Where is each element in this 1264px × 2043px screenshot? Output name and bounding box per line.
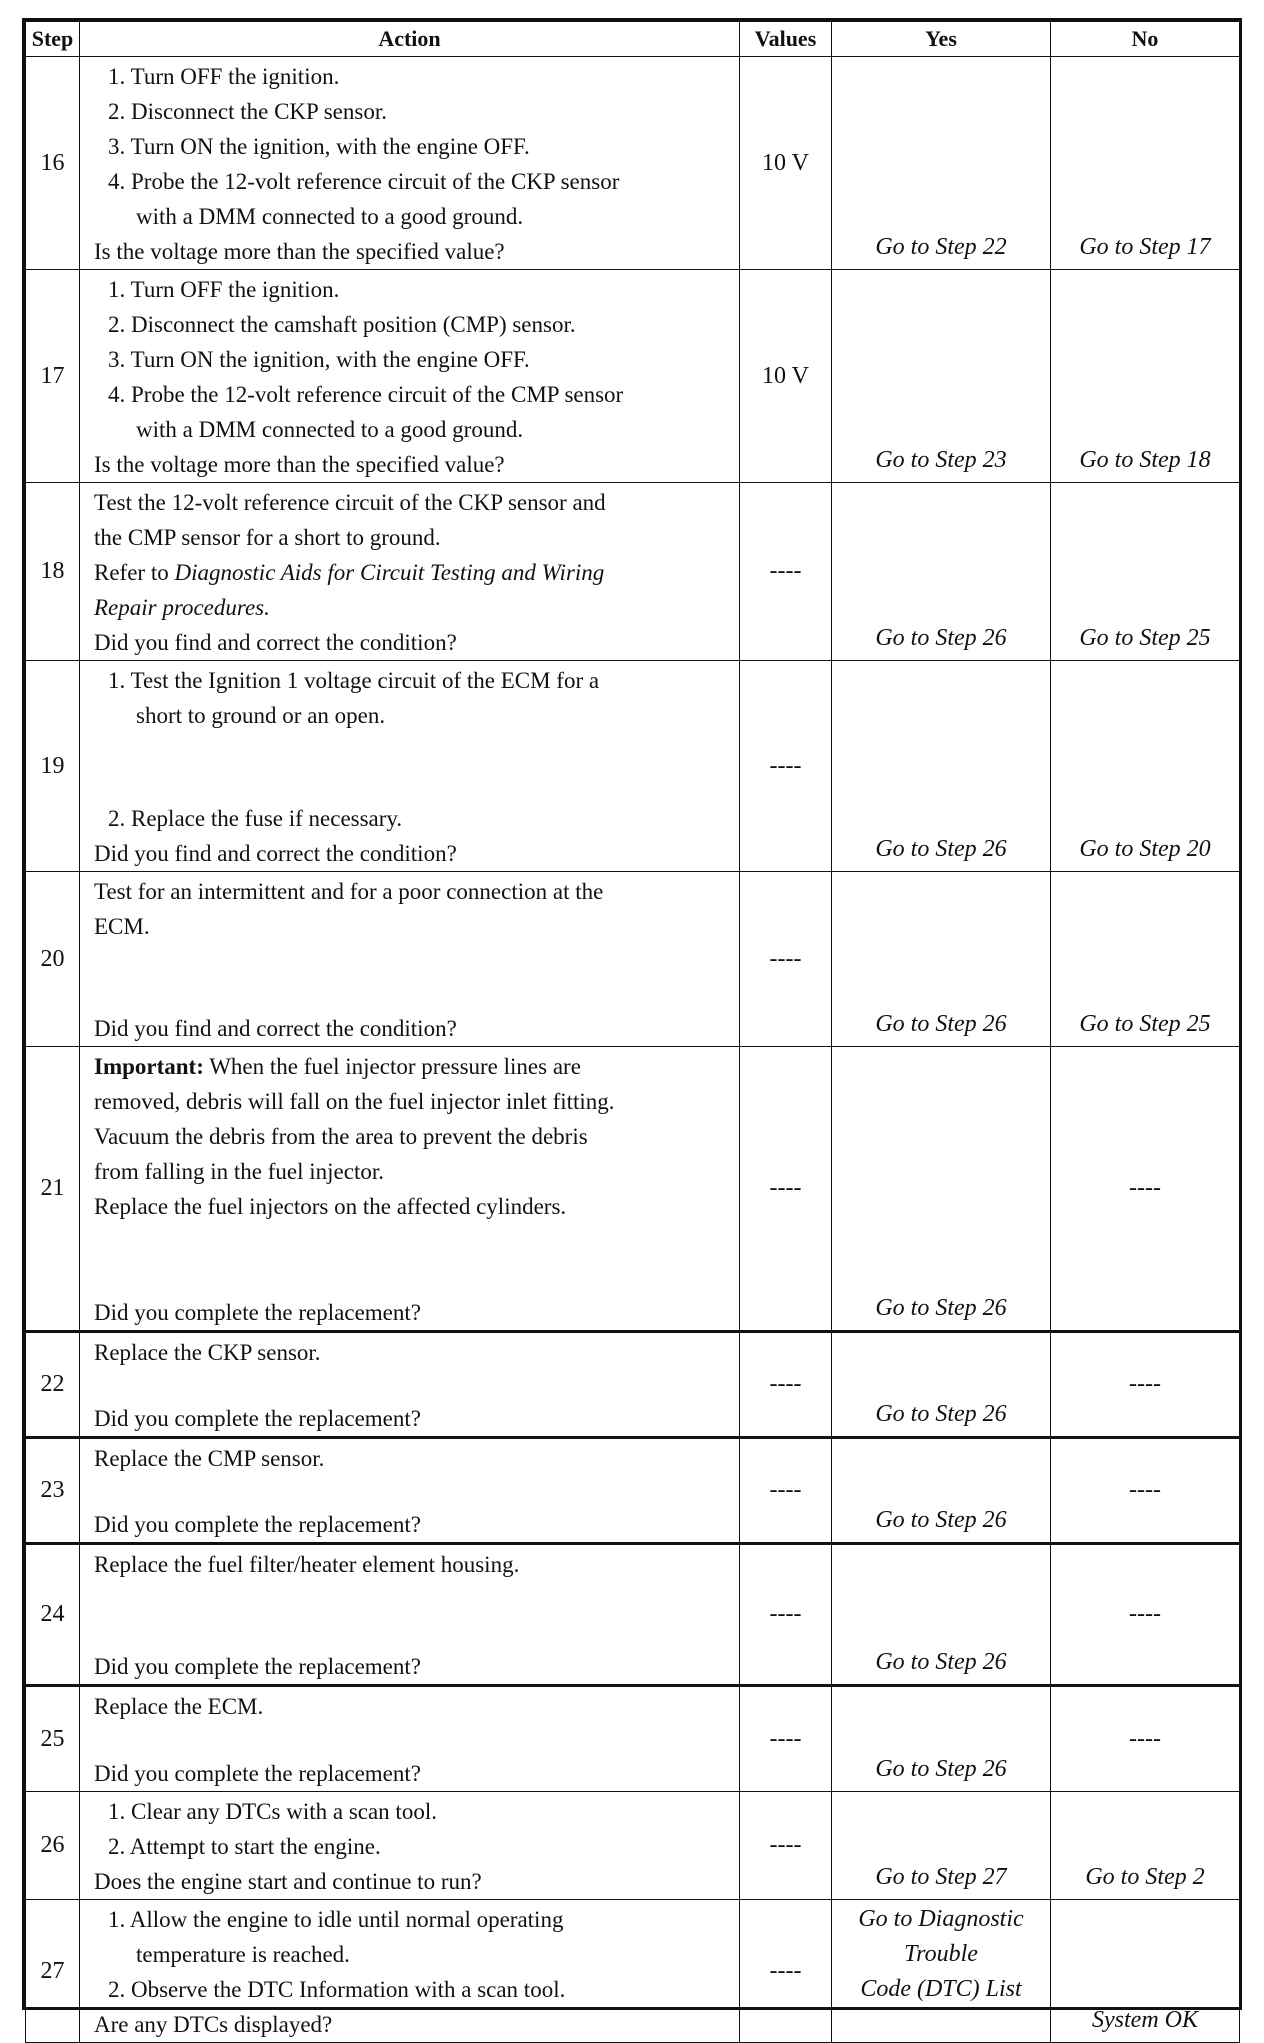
action-item: 4. Probe the 12-volt reference circuit of the CKP sensor xyxy=(108,169,620,194)
refer-link-text: Diagnostic Aids for Circuit Testing and Wiring xyxy=(174,560,605,585)
value-cell: ---- xyxy=(740,1438,832,1544)
diagnostic-table-sheet xyxy=(22,18,1242,2037)
action-question: Did you find and correct the condition? xyxy=(94,630,457,655)
action-item-continued: short to ground or an open. xyxy=(136,703,386,728)
step-number: 23 xyxy=(26,1438,80,1544)
no-result: Go to Step 25 xyxy=(1051,483,1240,661)
step-number: 19 xyxy=(26,661,80,872)
action-cell xyxy=(80,1438,740,1544)
header-values: Values xyxy=(740,22,832,57)
action-line: Test the 12-volt reference circuit of the CKP sensor and xyxy=(94,490,606,515)
yes-result-line: Go to Diagnostic xyxy=(858,1906,1024,1932)
yes-result: Go to Step 22 xyxy=(832,57,1051,270)
no-result: ---- xyxy=(1051,1047,1240,1332)
header-action: Action xyxy=(80,22,740,57)
table-row-step-19 xyxy=(26,661,1240,872)
action-cell xyxy=(80,1047,740,1332)
yes-result: Go to Step 26 xyxy=(832,1438,1051,1544)
value-cell: 10 V xyxy=(740,57,832,270)
action-item: 1. Turn OFF the ignition. xyxy=(108,64,340,89)
action-line: removed, debris will fall on the fuel injector inlet fitting. xyxy=(94,1089,615,1114)
table-row-step-17 xyxy=(26,270,1240,483)
table-row-step-25 xyxy=(26,1686,1240,1792)
no-result: ---- xyxy=(1051,1438,1240,1544)
no-result: ---- xyxy=(1051,1544,1240,1686)
no-result: System OK xyxy=(1051,1900,1240,2043)
important-line xyxy=(94,1049,739,1084)
yes-result-line: Trouble xyxy=(904,1941,978,1967)
important-label: Important: xyxy=(94,1054,204,1079)
step-number: 26 xyxy=(26,1792,80,1900)
no-result: ---- xyxy=(1051,1332,1240,1438)
no-result: Go to Step 17 xyxy=(1051,57,1240,270)
action-question: Are any DTCs displayed? xyxy=(94,2012,333,2037)
action-item: 1. Clear any DTCs with a scan tool. xyxy=(108,1799,437,1824)
value-cell: ---- xyxy=(740,1332,832,1438)
value-cell: ---- xyxy=(740,661,832,872)
value-cell: ---- xyxy=(740,1900,832,2043)
action-cell xyxy=(80,872,740,1047)
no-result: ---- xyxy=(1051,1686,1240,1792)
step-number: 20 xyxy=(26,872,80,1047)
action-item-continued: with a DMM connected to a good ground. xyxy=(136,204,524,229)
yes-result: Go to Step 26 xyxy=(832,483,1051,661)
no-result: Go to Step 18 xyxy=(1051,270,1240,483)
action-item: 3. Turn ON the ignition, with the engine OFF. xyxy=(108,134,530,159)
action-question: Did you complete the replacement? xyxy=(94,1654,421,1679)
action-line: from falling in the fuel injector. xyxy=(94,1159,384,1184)
yes-result: Go to Step 26 xyxy=(832,1686,1051,1792)
action-question: Is the voltage more than the specified value? xyxy=(94,239,505,264)
action-line: Replace the CKP sensor. xyxy=(94,1340,321,1365)
step-number: 21 xyxy=(26,1047,80,1332)
action-line: Replace the fuel injectors on the affected cylinders. xyxy=(94,1194,567,1219)
action-item: 3. Turn ON the ignition, with the engine OFF. xyxy=(108,347,530,372)
step-number: 22 xyxy=(26,1332,80,1438)
action-cell xyxy=(80,483,740,661)
action-item: 4. Probe the 12-volt reference circuit of the CMP sensor xyxy=(108,382,624,407)
table-row-step-24 xyxy=(26,1544,1240,1686)
header-row xyxy=(26,22,1240,57)
action-question: Is the voltage more than the specified value? xyxy=(94,452,505,477)
yes-result: Go to Step 26 xyxy=(832,872,1051,1047)
header-step: Step xyxy=(26,22,80,57)
yes-result: Go to Step 26 xyxy=(832,1332,1051,1438)
action-cell xyxy=(80,1332,740,1438)
step-number: 27 xyxy=(26,1900,80,2043)
table-row-step-23 xyxy=(26,1438,1240,1544)
action-cell xyxy=(80,1792,740,1900)
action-question: Did you complete the replacement? xyxy=(94,1406,421,1431)
table-row-step-22 xyxy=(26,1332,1240,1438)
step-number: 25 xyxy=(26,1686,80,1792)
refer-prefix: Refer to xyxy=(94,560,175,585)
action-line: ECM. xyxy=(94,914,150,939)
yes-result: Go to Step 26 xyxy=(832,1544,1051,1686)
action-line: the CMP sensor for a short to ground. xyxy=(94,525,441,550)
action-item: 1. Test the Ignition 1 voltage circuit of the ECM for a xyxy=(108,668,600,693)
yes-result xyxy=(832,1900,1051,2043)
header-yes: Yes xyxy=(832,22,1051,57)
table-row-step-20 xyxy=(26,872,1240,1047)
header-no: No xyxy=(1051,22,1240,57)
action-line: Replace the fuel filter/heater element housing. xyxy=(94,1552,520,1577)
action-cell xyxy=(80,661,740,872)
table-row-step-26 xyxy=(26,1792,1240,1900)
yes-result-line: Code (DTC) List xyxy=(860,1976,1022,2002)
action-item: 2. Observe the DTC Information with a scan tool. xyxy=(108,1977,566,2002)
step-number: 24 xyxy=(26,1544,80,1686)
value-cell: 10 V xyxy=(740,270,832,483)
step-number: 17 xyxy=(26,270,80,483)
step-number: 16 xyxy=(26,57,80,270)
value-cell: ---- xyxy=(740,872,832,1047)
no-result: Go to Step 2 xyxy=(1051,1792,1240,1900)
step-number: 18 xyxy=(26,483,80,661)
action-line: Replace the ECM. xyxy=(94,1694,264,1719)
yes-result: Go to Step 27 xyxy=(832,1792,1051,1900)
action-line: Test for an intermittent and for a poor connection at the xyxy=(94,879,604,904)
action-question: Does the engine start and continue to run? xyxy=(94,1869,482,1894)
action-item: 2. Replace the fuse if necessary. xyxy=(108,806,403,831)
action-item: 2. Disconnect the camshaft position (CMP) sensor. xyxy=(108,312,576,337)
refer-line xyxy=(94,555,739,590)
action-item-continued: with a DMM connected to a good ground. xyxy=(136,417,524,442)
action-cell xyxy=(80,1686,740,1792)
action-cell xyxy=(80,270,740,483)
value-cell: ---- xyxy=(740,1792,832,1900)
action-cell xyxy=(80,1900,740,2043)
yes-result: Go to Step 26 xyxy=(832,1047,1051,1332)
value-cell: ---- xyxy=(740,1686,832,1792)
table-row-step-18 xyxy=(26,483,1240,661)
action-question: Did you complete the replacement? xyxy=(94,1300,421,1325)
action-question: Did you complete the replacement? xyxy=(94,1512,421,1537)
action-cell xyxy=(80,57,740,270)
action-item: 2. Attempt to start the engine. xyxy=(108,1834,381,1859)
action-question: Did you find and correct the condition? xyxy=(94,841,457,866)
value-cell: ---- xyxy=(740,1544,832,1686)
table-row-step-16 xyxy=(26,57,1240,270)
action-question: Did you complete the replacement? xyxy=(94,1761,421,1786)
no-result: Go to Step 20 xyxy=(1051,661,1240,872)
action-item: 2. Disconnect the CKP sensor. xyxy=(108,99,387,124)
action-item: 1. Turn OFF the ignition. xyxy=(108,277,340,302)
table-row-step-21 xyxy=(26,1047,1240,1332)
action-line: Replace the CMP sensor. xyxy=(94,1446,325,1471)
yes-result: Go to Step 23 xyxy=(832,270,1051,483)
action-line: Vacuum the debris from the area to prevent the debris xyxy=(94,1124,588,1149)
action-question: Did you find and correct the condition? xyxy=(94,1016,457,1041)
refer-link-text: Repair procedures. xyxy=(94,595,270,620)
yes-result: Go to Step 26 xyxy=(832,661,1051,872)
diagnostic-table xyxy=(25,21,1240,2043)
no-result: Go to Step 25 xyxy=(1051,872,1240,1047)
action-item-continued: temperature is reached. xyxy=(136,1942,350,1967)
action-cell xyxy=(80,1544,740,1686)
table-row-step-27 xyxy=(26,1900,1240,2043)
value-cell: ---- xyxy=(740,1047,832,1332)
action-item: 1. Allow the engine to idle until normal operating xyxy=(108,1907,564,1932)
important-text: When the fuel injector pressure lines are xyxy=(203,1054,581,1079)
value-cell: ---- xyxy=(740,483,832,661)
